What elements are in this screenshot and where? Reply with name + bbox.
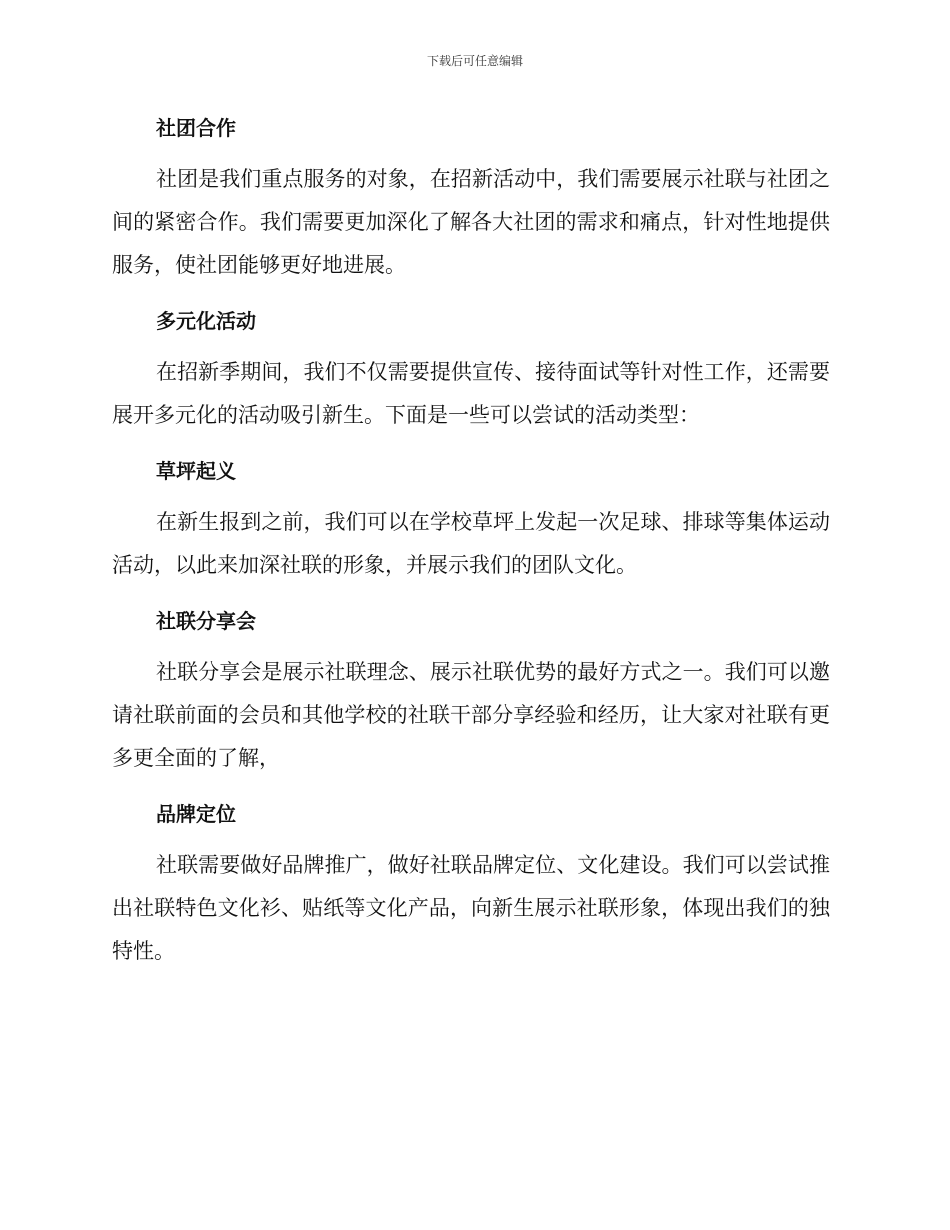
section-paragraph: 社团是我们重点服务的对象，在招新活动中，我们需要展示社联与社团之间的紧密合作。我们需要更加深化了解各大社团的需求和痛点，针对性地提供服务，使社团能够更好地进展。 [112,167,830,277]
section-paragraph: 社联分享会是展示社联理念、展示社联优势的最好方式之一。我们可以邀请社联前面的会员和其他学校的社联干部分享经验和经历，让大家对社联有更多更全面的了解， [112,660,830,770]
section-paragraph: 在招新季期间，我们不仅需要提供宣传、接待面试等针对性工作，还需要展开多元化的活动吸引新生。下面是一些可以尝试的活动类型： [112,360,830,427]
section-lawn-event [112,451,830,587]
document-body [112,108,830,987]
section-club-cooperation [112,108,830,287]
section-heading: 多元化活动 [156,309,256,333]
section-brand-positioning [112,794,830,973]
section-heading: 草坪起义 [156,459,236,483]
section-paragraph: 社联需要做好品牌推广，做好社联品牌定位、文化建设。我们可以尝试推出社联特色文化衫、贴纸等文化产品，向新生展示社联形象，体现出我们的独特性。 [112,853,830,963]
page-header: 下载后可任意编辑 [426,54,523,68]
section-paragraph: 在新生报到之前，我们可以在学校草坪上发起一次足球、排球等集体运动活动，以此来加深社联的形象，并展示我们的团队文化。 [112,510,830,577]
section-heading: 社联分享会 [156,609,256,633]
section-heading: 品牌定位 [156,802,236,826]
section-diverse-activities [112,301,830,437]
section-sharing-session [112,601,830,780]
section-heading: 社团合作 [156,116,236,140]
